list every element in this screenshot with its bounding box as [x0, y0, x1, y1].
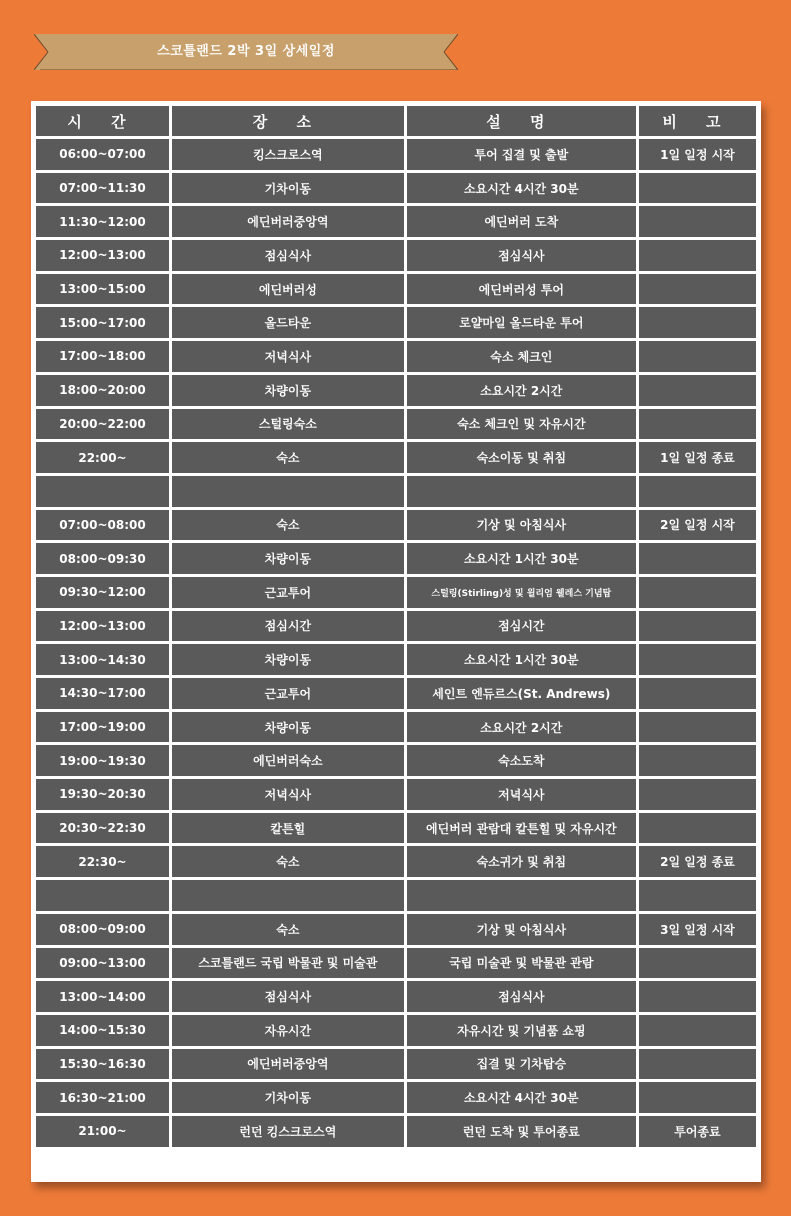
cell-place: 숙소: [172, 442, 404, 473]
table-row: [36, 981, 756, 1012]
cell-note: 2일 일정 종료: [639, 846, 756, 877]
cell-description: 소요시간 1시간 30분: [407, 644, 636, 675]
cell-note: [639, 543, 756, 574]
table-row: [36, 779, 756, 810]
table-row: [36, 1082, 756, 1113]
cell-description: 에딘버러 도착: [407, 206, 636, 237]
table-row: [36, 813, 756, 844]
table-row: [36, 1015, 756, 1046]
table-row: [36, 543, 756, 574]
cell-note: [639, 745, 756, 776]
cell-note: 2일 일정 시작: [639, 510, 756, 541]
cell-note: [639, 173, 756, 204]
table-row: [36, 644, 756, 675]
table-row: [36, 712, 756, 743]
cell-description: [407, 880, 636, 911]
cell-description: 에딘버러 관람대 칼튼힐 및 자유시간: [407, 813, 636, 844]
cell-time: 11:30~12:00: [36, 206, 169, 237]
cell-note: [639, 611, 756, 642]
cell-note: [639, 206, 756, 237]
cell-place: 근교투어: [172, 678, 404, 709]
cell-place: 숙소: [172, 914, 404, 945]
cell-description: 소요시간 1시간 30분: [407, 543, 636, 574]
cell-description: 기상 및 아침식사: [407, 510, 636, 541]
table-header-row: [36, 106, 756, 136]
cell-place: 차량이동: [172, 375, 404, 406]
cell-description: 자유시간 및 기념품 쇼핑: [407, 1015, 636, 1046]
cell-description: 소요시간 4시간 30분: [407, 1082, 636, 1113]
cell-note: [639, 779, 756, 810]
table-row: [36, 442, 756, 473]
header-description: 설 명: [407, 106, 636, 136]
cell-place: 올드타운: [172, 307, 404, 338]
cell-time: [36, 880, 169, 911]
table-row: [36, 577, 756, 608]
table-row: [36, 880, 756, 911]
cell-note: [639, 712, 756, 743]
cell-note: [639, 577, 756, 608]
cell-place: 스코틀랜드 국립 박물관 및 미술관: [172, 948, 404, 979]
cell-description: 소요시간 4시간 30분: [407, 173, 636, 204]
table-row: [36, 341, 756, 372]
cell-time: 07:00~08:00: [36, 510, 169, 541]
table-row: [36, 914, 756, 945]
cell-place: 점심식사: [172, 240, 404, 271]
cell-description: 숙소귀가 및 취침: [407, 846, 636, 877]
cell-place: 기차이동: [172, 1082, 404, 1113]
cell-time: 17:00~19:00: [36, 712, 169, 743]
cell-time: 21:00~: [36, 1116, 169, 1147]
page-title: 스코틀랜드 2박 3일 상세일정: [157, 44, 335, 59]
cell-note: [639, 678, 756, 709]
table-row: [36, 678, 756, 709]
cell-time: 19:00~19:30: [36, 745, 169, 776]
cell-description: 세인트 엔듀르스(St. Andrews): [407, 678, 636, 709]
cell-time: 12:00~13:00: [36, 611, 169, 642]
cell-time: 20:30~22:30: [36, 813, 169, 844]
cell-place: 숙소: [172, 846, 404, 877]
table-row: [36, 611, 756, 642]
cell-place: 근교투어: [172, 577, 404, 608]
table-row: [36, 375, 756, 406]
cell-note: [639, 813, 756, 844]
cell-time: 13:00~14:30: [36, 644, 169, 675]
table-row: [36, 206, 756, 237]
cell-place: 런던 킹스크로스역: [172, 1116, 404, 1147]
table-row: [36, 307, 756, 338]
cell-description: 국립 미술관 및 박물관 관람: [407, 948, 636, 979]
cell-place: 차량이동: [172, 644, 404, 675]
table-row: [36, 240, 756, 271]
cell-place: 차량이동: [172, 712, 404, 743]
table-row: [36, 173, 756, 204]
cell-description: 기상 및 아침식사: [407, 914, 636, 945]
cell-place: 점심식사: [172, 981, 404, 1012]
table-body: [36, 139, 756, 1147]
cell-note: [639, 375, 756, 406]
cell-time: 16:30~21:00: [36, 1082, 169, 1113]
cell-place: [172, 476, 404, 507]
cell-place: 기차이동: [172, 173, 404, 204]
cell-place: 저녁식사: [172, 779, 404, 810]
cell-place: 에딘버러성: [172, 274, 404, 305]
cell-place: 에딘버러중앙역: [172, 1049, 404, 1080]
cell-place: 스털링숙소: [172, 409, 404, 440]
cell-description: 점심식사: [407, 240, 636, 271]
cell-description: 숙소 체크인 및 자유시간: [407, 409, 636, 440]
header-time: 시 간: [36, 106, 169, 136]
cell-time: 12:00~13:00: [36, 240, 169, 271]
cell-note: [639, 880, 756, 911]
cell-note: [639, 307, 756, 338]
cell-place: 킹스크로스역: [172, 139, 404, 170]
table-row: [36, 476, 756, 507]
cell-place: 차량이동: [172, 543, 404, 574]
cell-time: 08:00~09:30: [36, 543, 169, 574]
cell-time: 14:00~15:30: [36, 1015, 169, 1046]
cell-place: 자유시간: [172, 1015, 404, 1046]
table-row: [36, 1049, 756, 1080]
cell-place: 숙소: [172, 510, 404, 541]
header-note: 비 고: [639, 106, 756, 136]
cell-note: [639, 274, 756, 305]
table-row: [36, 948, 756, 979]
cell-note: [639, 1015, 756, 1046]
cell-place: 에딘버러중앙역: [172, 206, 404, 237]
cell-place: 점심시간: [172, 611, 404, 642]
table-row: [36, 846, 756, 877]
table-row: [36, 409, 756, 440]
cell-time: 18:00~20:00: [36, 375, 169, 406]
table-row: [36, 745, 756, 776]
table-row: [36, 510, 756, 541]
cell-description: 숙소도착: [407, 745, 636, 776]
schedule-sheet: [31, 101, 761, 1182]
cell-time: 13:00~14:00: [36, 981, 169, 1012]
cell-place: [172, 880, 404, 911]
cell-description: 집결 및 기차탑승: [407, 1049, 636, 1080]
cell-note: 1일 일정 시작: [639, 139, 756, 170]
cell-time: 06:00~07:00: [36, 139, 169, 170]
cell-description: 저녁식사: [407, 779, 636, 810]
cell-note: [639, 240, 756, 271]
cell-time: 09:00~13:00: [36, 948, 169, 979]
cell-time: 13:00~15:00: [36, 274, 169, 305]
cell-description: 점심식사: [407, 981, 636, 1012]
cell-note: [639, 1082, 756, 1113]
cell-time: 09:30~12:00: [36, 577, 169, 608]
cell-description: 로얄마일 올드타운 투어: [407, 307, 636, 338]
cell-note: [639, 409, 756, 440]
cell-description: 에딘버러성 투어: [407, 274, 636, 305]
cell-note: [639, 948, 756, 979]
cell-note: [639, 341, 756, 372]
cell-note: 3일 일정 시작: [639, 914, 756, 945]
cell-note: 투어종료: [639, 1116, 756, 1147]
cell-time: 22:00~: [36, 442, 169, 473]
cell-place: 저녁식사: [172, 341, 404, 372]
cell-description: 소요시간 2시간: [407, 712, 636, 743]
cell-time: 22:30~: [36, 846, 169, 877]
cell-description: 런던 도착 및 투어종료: [407, 1116, 636, 1147]
table-row: [36, 139, 756, 170]
table-row: [36, 1116, 756, 1147]
title-ribbon: [34, 34, 458, 70]
header-place: 장 소: [172, 106, 404, 136]
cell-time: 17:00~18:00: [36, 341, 169, 372]
cell-time: 07:00~11:30: [36, 173, 169, 204]
cell-note: [639, 476, 756, 507]
schedule-table: [33, 103, 759, 1150]
cell-time: 15:00~17:00: [36, 307, 169, 338]
cell-time: 19:30~20:30: [36, 779, 169, 810]
table-row: [36, 274, 756, 305]
cell-note: [639, 981, 756, 1012]
cell-description: 투어 집결 및 출발: [407, 139, 636, 170]
cell-description: 스털링(Stirling)성 및 윌리엄 웰레스 기념탑: [407, 577, 636, 608]
cell-note: [639, 644, 756, 675]
cell-place: 칼튼힐: [172, 813, 404, 844]
cell-description: 숙소 체크인: [407, 341, 636, 372]
cell-description: [407, 476, 636, 507]
cell-note: [639, 1049, 756, 1080]
cell-time: 08:00~09:00: [36, 914, 169, 945]
cell-time: 14:30~17:00: [36, 678, 169, 709]
cell-description: 소요시간 2시간: [407, 375, 636, 406]
cell-time: 15:30~16:30: [36, 1049, 169, 1080]
cell-place: 에딘버러숙소: [172, 745, 404, 776]
cell-description: 숙소이동 및 취침: [407, 442, 636, 473]
cell-time: 20:00~22:00: [36, 409, 169, 440]
cell-description: 점심시간: [407, 611, 636, 642]
cell-time: [36, 476, 169, 507]
cell-note: 1일 일정 종료: [639, 442, 756, 473]
